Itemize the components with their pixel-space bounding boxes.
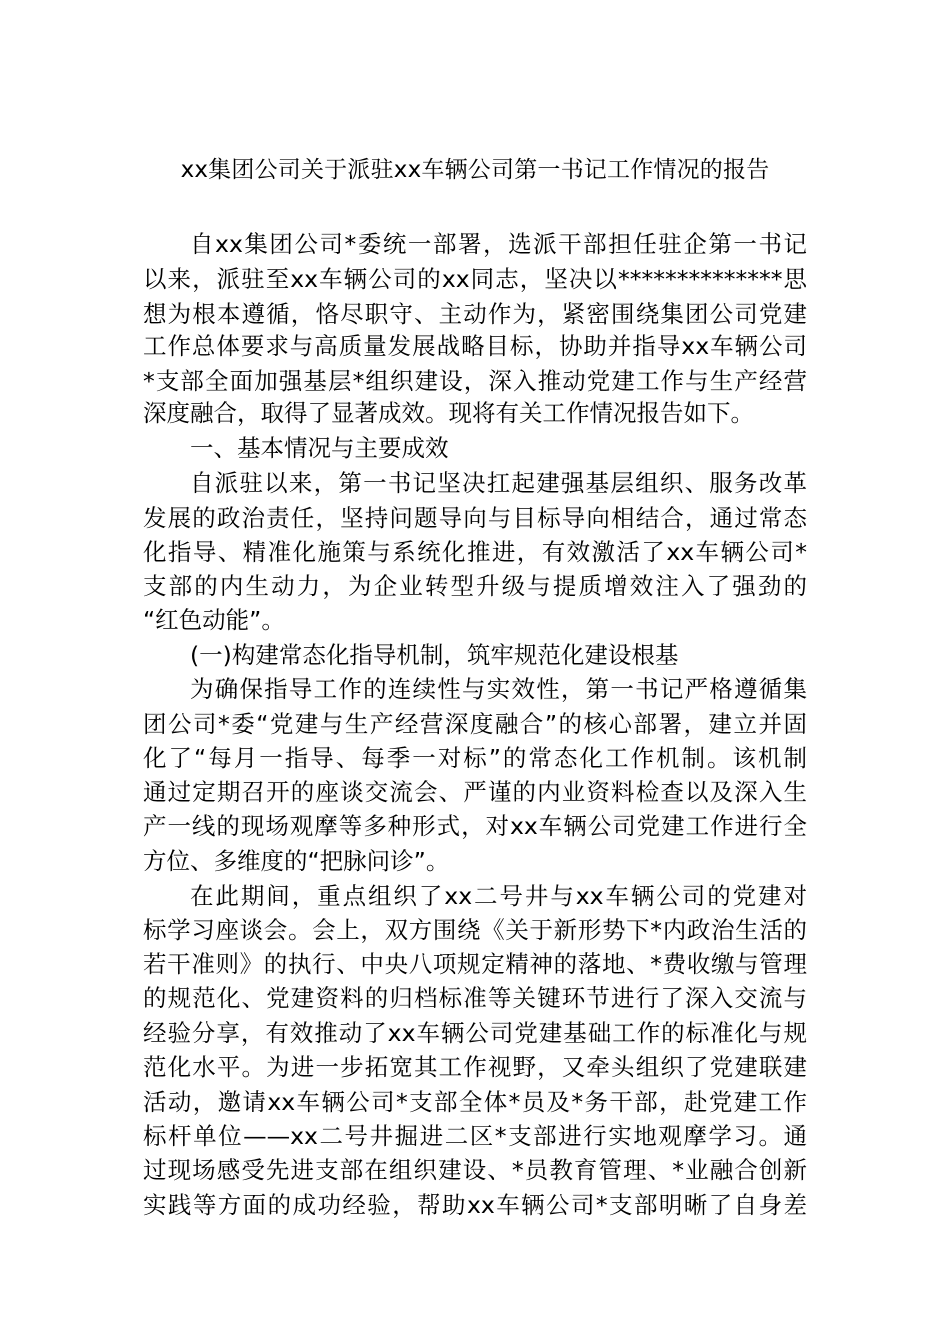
paragraph-line: 在此期间，重点组织了xx二号井与xx车辆公司的党建对 — [190, 882, 807, 910]
paragraph-line: 化指导、精准化施策与系统化推进，有效激活了xx车辆公司* — [143, 538, 807, 566]
paragraph-line: 活动，邀请xx车辆公司*支部全体*员及*务干部，赴党建工作 — [143, 1088, 807, 1116]
paragraph-line: 过现场感受先进支部在组织建设、*员教育管理、*业融合创新 — [143, 1156, 807, 1184]
paragraph-line: 标杆单位——xx二号井掘进二区*支部进行实地观摩学习。通 — [143, 1122, 807, 1150]
paragraph-line: 发展的政治责任，坚持问题导向与目标导向相结合，通过常态 — [143, 504, 807, 532]
paragraph-line: 产一线的现场观摩等多种形式，对xx车辆公司党建工作进行全 — [143, 812, 807, 840]
paragraph-line: 自xx集团公司*委统一部署，选派干部担任驻企第一书记 — [190, 230, 807, 258]
subsection-heading: (一)构建常态化指导机制，筑牢规范化建设根基 — [190, 641, 679, 669]
document-title: xx集团公司关于派驻xx车辆公司第一书记工作情况的报告 — [180, 157, 770, 183]
paragraph-line: 标学习座谈会。会上，双方围绕《关于新形势下*内政治生活的 — [143, 916, 807, 944]
paragraph-line: 实践等方面的成功经验，帮助xx车辆公司*支部明晰了自身差 — [143, 1191, 807, 1219]
paragraph-line: 深度融合，取得了显著成效。现将有关工作情况报告如下。 — [143, 399, 754, 427]
paragraph-line: *支部全面加强基层*组织建设，深入推动党建工作与生产经营 — [143, 367, 807, 395]
paragraph-line: 支部的内生动力，为企业转型升级与提质增效注入了强劲的 — [143, 572, 807, 600]
paragraph-line: 的规范化、党建资料的归档标准等关键环节进行了深入交流与 — [143, 984, 807, 1012]
paragraph-line: 自派驻以来，第一书记坚决扛起建强基层组织、服务改革 — [190, 469, 807, 497]
paragraph-line: 工作总体要求与高质量发展战略目标，协助并指导xx车辆公司 — [143, 332, 807, 360]
paragraph-line: 范化水平。为进一步拓宽其工作视野，又牵头组织了党建联建 — [143, 1053, 807, 1081]
paragraph-line: 若干准则》的执行、中央八项规定精神的落地、*费收缴与管理 — [143, 950, 807, 978]
paragraph-line: 团公司*委“党建与生产经营深度融合”的核心部署，建立并固 — [143, 710, 807, 738]
paragraph-line: 想为根本遵循，恪尽职守、主动作为，紧密围绕集团公司党建 — [143, 300, 807, 328]
paragraph-line: 通过定期召开的座谈交流会、严谨的内业资料检查以及深入生 — [143, 778, 807, 806]
paragraph-line: “红色动能”。 — [143, 606, 285, 634]
paragraph-line: 方位、多维度的“把脉问诊”。 — [143, 847, 450, 875]
section-heading: 一、基本情况与主要成效 — [190, 434, 449, 462]
paragraph-line: 以来，派驻至xx车辆公司的xx同志，坚决以**************思 — [143, 265, 807, 293]
paragraph-line: 化了“每月一指导、每季一对标”的常态化工作机制。该机制 — [143, 744, 807, 772]
paragraph-line: 为确保指导工作的连续性与实效性，第一书记严格遵循集 — [190, 675, 807, 703]
paragraph-line: 经验分享，有效推动了xx车辆公司党建基础工作的标准化与规 — [143, 1019, 807, 1047]
